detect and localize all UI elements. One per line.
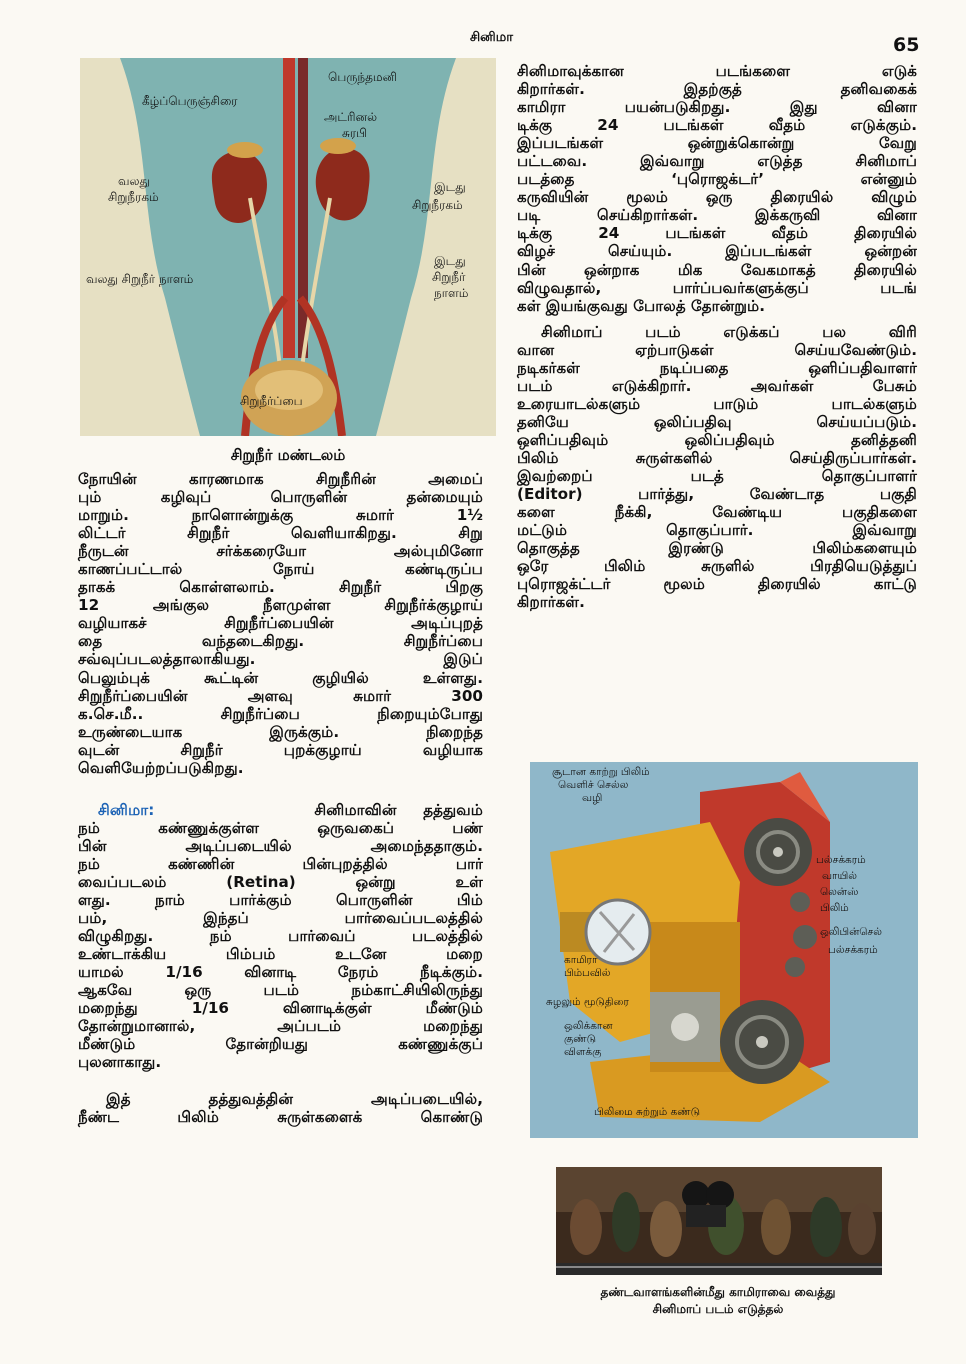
text-line: புரொஜக்ட்டர் மூலம் திரையில் காட்டு: [517, 575, 917, 594]
label-gate: வாயில்: [822, 870, 858, 882]
filming-caption-line-1: தண்டவாளங்களின்மீது காமிராவை வைத்து: [600, 1285, 836, 1299]
text-line: யாமல் 1/16 வினாடி நேரம் நீடிக்கும்.: [78, 963, 483, 982]
text-line: பிலிம் சுருள்களில் செய்திருப்பார்கள்.: [517, 448, 917, 467]
label-sound-lamp-1: ஒலிக்கான: [564, 1020, 613, 1032]
text-line: நம் கண்ணுக்குள்ள ஒருவகைப் பண்: [78, 818, 483, 837]
text-line: நம் கண்ணின் பின்புறத்தில் பார்: [78, 854, 483, 873]
text-line: விழுவதால், பார்ப்பவர்களுக்குப் படங்: [517, 278, 917, 297]
text-line: ஆகவே ஒரு படம் நம்காட்சியிலிருந்து: [78, 981, 483, 1000]
text-line: வைப்படலம் (Retina) ஒன்று உள்: [78, 872, 483, 891]
label-hot-air-3: வழி: [582, 792, 603, 804]
text-line: சிறுநீர்ப்பையின் அளவு சுமார் 300: [78, 686, 483, 705]
text-line: தனியே ஒலிப்பதிவு செய்யப்படும்.: [517, 412, 917, 431]
label-hot-air: [552, 766, 650, 805]
label-adrenal-2: சுரபி: [342, 126, 367, 140]
text-line: நீண்ட பிலிம் சுருள்களைக் கொண்டு: [78, 1107, 483, 1126]
text-line: வழியாகச் சிறுநீர்ப்பையின் அடிப்புறத்: [78, 614, 483, 633]
label-sound-lamp-3: விளக்கு: [564, 1046, 602, 1058]
label-left-ureter-2: சிறுநீர்: [432, 270, 466, 284]
urinary-system-figure: [80, 58, 496, 436]
text-line: தொகுத்த இரண்டு பிலிம்களையும்: [517, 539, 917, 558]
text-line: பம், இந்தப் பார்வைப்படலத்தில்: [78, 909, 483, 928]
label-hot-air-2: வெளிச் செல்ல: [558, 779, 629, 791]
text-line: (Editor) பார்த்து, வேண்டாத பகுதி: [517, 485, 917, 504]
text-line: மறைந்து 1/16 வினாடிக்குள் மீண்டும்: [78, 999, 483, 1018]
text-line: டிக்கு 24 படங்கள் வீதம் திரையில்: [517, 224, 917, 243]
text-line: தாகக் கொள்ளலாம். சிறுநீர் பிறகு: [78, 578, 483, 597]
text-line: இப்படங்கள் ஒன்றுக்கொன்று வேறு: [517, 134, 917, 153]
label-right-kidney: வலது: [118, 174, 150, 188]
label-film: பிலிம்: [820, 902, 849, 914]
urinary-system-illustration: [80, 58, 496, 436]
text-line: சவ்வுப்படலத்தாலாகியது. இடுப்: [78, 650, 483, 669]
label-projection-lamp-1: காமிரா: [564, 954, 598, 966]
label-adrenal: அட்ரினல்: [324, 110, 378, 124]
cinema-paragraph: [78, 801, 483, 1072]
label-sprocket-bottom: பல்சக்கரம்: [828, 944, 878, 956]
cinema-first-line: சினிமாவின் தத்துவம்: [314, 800, 483, 819]
text-line: கருவியின் மூலம் ஒரு திரையில் விழும்: [517, 188, 917, 207]
text-line: உண்டாக்கிய பிம்பம் உடனே மறை: [78, 945, 483, 964]
production-paragraph: [517, 323, 917, 612]
text-line: இவற்றைப் படத் தொகுப்பாளர்: [517, 467, 917, 486]
text-line: காமிரா பயன்படுகிறது. இது வினா: [517, 98, 917, 117]
cinema-heading: சினிமா:: [98, 800, 155, 819]
text-line: பும் கழிவுப் பொருளின் தன்மையும்: [78, 488, 483, 507]
right-column-text: [517, 62, 917, 611]
text-line: பெலும்புக் கூட்டின் குழியில் உள்ளது.: [78, 668, 483, 687]
text-line: களை நீக்கி, வேண்டிய பகுதிகளை: [517, 503, 917, 522]
urinary-figure-caption: சிறுநீர் மண்டலம்: [230, 446, 346, 464]
text-line: தோன்றுமானால், அப்படம் மறைந்து: [78, 1017, 483, 1036]
text-line: வெளியேற்றப்படுகிறது.: [78, 758, 244, 777]
text-line: க.செ.மீ.. சிறுநீர்ப்பை நிறையும்போது: [78, 704, 483, 723]
text-line: உரையாடல்களும் பாடும் பாடல்களும்: [517, 394, 917, 413]
label-bladder: சிறுநீர்ப்பை: [240, 394, 303, 408]
label-left-ureter-3: நாளம்: [434, 286, 469, 300]
camera-paragraph: [517, 62, 917, 315]
projector-figure: [530, 762, 918, 1138]
label-photocell: ஒலிபின்செல்: [820, 926, 882, 938]
label-left-ureter-1: இடது: [434, 254, 466, 268]
label-lens: லென்ஸ்: [820, 886, 859, 898]
text-line: படி செய்கிறார்கள். இக்கருவி வினா: [517, 206, 917, 225]
text-line: கிறார்கள். இதற்குத் தனிவகைக்: [517, 80, 917, 99]
label-hot-air-1: சூடான காற்று பிலிம்: [552, 766, 650, 778]
label-left-kidney-2: சிறுநீரகம்: [412, 198, 463, 212]
text-line: படத்தை ‘புரொஜக்டர்’ என்னும்: [517, 170, 917, 189]
label-projection-lamp-2: பிம்பவில்: [564, 967, 611, 979]
text-line: வுடன் சிறுநீர் புறக்குழாய் வழியாக: [78, 740, 483, 759]
principle-paragraph: [78, 1090, 483, 1126]
filming-caption-line-2: சினிமாப் படம் எடுத்தல்: [652, 1302, 784, 1316]
text-line: ஒரே பிலிம் சுருளில் பிரதியெடுத்துப்: [517, 557, 917, 576]
text-line: மட்டும் தொகுப்பார். இவ்வாறு: [517, 521, 917, 540]
text-line: 12 அங்குல நீளமுள்ள சிறுநீர்க்குழாய்: [78, 596, 483, 615]
label-sprocket-top: பல்சக்கரம்: [816, 854, 866, 866]
label-right-ureter: வலது சிறுநீர் நாளம்: [86, 272, 194, 286]
running-title: சினிமா: [470, 30, 513, 45]
text-line: நோயின் காரணமாக சிறுநீரின் அமைப்: [78, 470, 483, 488]
label-rotating-shutter: சுழலும் மூடுதிரை: [546, 996, 629, 1008]
text-line: மாறும். நாளொன்றுக்கு சுமார் 1½: [78, 506, 483, 525]
text-line: லிட்டர் சிறுநீர் வெளியாகிறது. சிறு: [78, 524, 483, 543]
filming-photo: [556, 1167, 882, 1275]
text-line: சினிமாவுக்கான படங்களை எடுக்: [517, 62, 917, 80]
text-line: கள் இயங்குவது போலத் தோன்றும்.: [517, 296, 766, 315]
filming-caption: [540, 1284, 896, 1318]
left-column-text: [78, 470, 483, 1126]
text-line: டிக்கு 24 படங்கள் வீதம் எடுக்கும்.: [517, 116, 917, 135]
urine-paragraph: [78, 470, 483, 777]
label-aorta: பெருந்தமனி: [328, 70, 397, 84]
text-line: [78, 801, 483, 819]
text-line: காணப்பட்டால் நோய் கண்டிருப்ப: [78, 560, 483, 579]
text-line: இத் தத்துவத்தின் அடிப்படையில்,: [106, 1089, 483, 1108]
text-line: படம் எடுக்கிறார். அவர்கள் பேசும்: [517, 376, 917, 395]
text-line: புலனாகாது.: [78, 1053, 162, 1072]
label-left-kidney: இடது: [434, 180, 466, 194]
label-film-reel: பிலிமை சுற்றும் கண்டு: [594, 1106, 701, 1118]
text-line: கிறார்கள்.: [517, 593, 585, 612]
text-line: பின் அடிப்படையில் அமைந்ததாகும்.: [78, 836, 483, 855]
text-line: ளது. நாம் பார்க்கும் பொருளின் பிம்: [78, 891, 483, 910]
text-line: பின் ஒன்றாக மிக வேகமாகத் திரையில்: [517, 260, 917, 279]
text-line: நீருடன் சர்க்கரையோ அல்புமினோ: [78, 542, 483, 561]
filming-illustration: [556, 1167, 882, 1275]
text-line: தை வந்தடைகிறது. சிறுநீர்ப்பை: [78, 632, 483, 651]
label-sound-lamp-2: குண்டு: [564, 1033, 597, 1045]
label-projection-lamp: [564, 954, 611, 980]
text-line: பட்டவை. இவ்வாறு எடுத்த சினிமாப்: [517, 152, 917, 171]
text-line: விழுகிறது. நம் பார்வைப் படலத்தில்: [78, 927, 483, 946]
text-line: வான ஏற்பாடுகள் செய்யவேண்டும்.: [517, 340, 917, 359]
text-line: சினிமாப் படம் எடுக்கப் பல விரி: [541, 322, 917, 341]
label-sound-lamp: [564, 1020, 613, 1059]
text-line: உருண்டையாக இருக்கும். நிறைந்த: [78, 722, 483, 741]
text-line: விழச் செய்யும். இப்படங்கள் ஒன்றன்: [517, 242, 917, 261]
text-line: மீண்டும் தோன்றியது கண்ணுக்குப்: [78, 1035, 483, 1054]
text-line: ஒளிப்பதிவும் ஒலிப்பதிவும் தனித்தனி: [517, 430, 917, 449]
page-number: 65: [893, 34, 920, 56]
text-line: நடிகர்கள் நடிப்பதை ஒளிப்பதிவாளர்: [517, 358, 917, 377]
label-right-kidney-2: சிறுநீரகம்: [108, 190, 159, 204]
label-vena-cava: கீழ்ப்பெருஞ்சிரை: [142, 94, 238, 108]
